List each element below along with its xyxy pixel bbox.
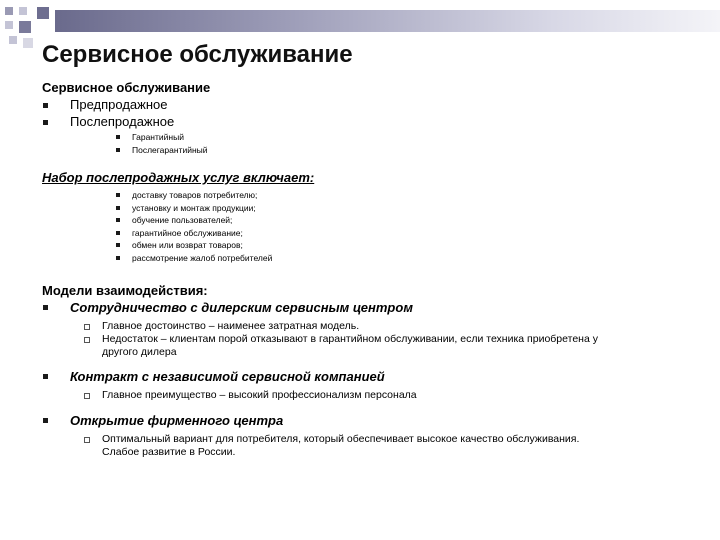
list-item: Гарантийный (42, 131, 712, 144)
list-item: установку и монтаж продукции; (42, 202, 712, 215)
square-bullet-icon (116, 243, 120, 247)
square-bullet-icon (116, 231, 120, 235)
list-item: обучение пользователей; (42, 214, 712, 227)
square-bullet-icon (116, 218, 120, 222)
square-bullet-icon (43, 418, 48, 423)
square-bullet-icon (116, 148, 120, 152)
title-bar-gradient (55, 10, 720, 32)
services-heading: Набор послепродажных услуг включает: (42, 170, 315, 185)
page-title: Сервисное обслуживание (42, 41, 353, 68)
slide-content (42, 80, 712, 459)
list-item: Главное преимущество – высокий профессионализм персонала (42, 389, 712, 402)
list-item: Недостаток – клиентам порой отказывают в гарантийном обслуживании, если техника приобретена у (42, 333, 712, 346)
corner-square (5, 7, 13, 15)
corner-square (19, 21, 31, 33)
square-bullet-icon (116, 193, 120, 197)
checkbox-bullet-icon (84, 393, 90, 399)
square-bullet-icon (43, 305, 48, 310)
checkbox-bullet-icon (84, 324, 90, 330)
list-item: Предпродажное (42, 97, 712, 114)
corner-square (19, 7, 27, 15)
model-item: Открытие фирменного центра (42, 413, 712, 433)
list-item-continuation: Слабое развитие в России. (102, 446, 236, 458)
square-bullet-icon (43, 103, 48, 108)
list-item: Главное достоинство – наименее затратная модель. (42, 320, 712, 333)
model-item: Сотрудничество с дилерским сервисным центром (42, 300, 712, 320)
square-bullet-icon (43, 120, 48, 125)
list-item: обмен или возврат товаров; (42, 239, 712, 252)
corner-square (37, 7, 49, 19)
square-bullet-icon (116, 256, 120, 260)
model-item: Контракт с независимой сервисной компанией (42, 369, 712, 389)
list-item: рассмотрение жалоб потребителей (42, 252, 712, 265)
checkbox-bullet-icon (84, 337, 90, 343)
square-bullet-icon (116, 206, 120, 210)
list-item: Послегарантийный (42, 144, 712, 157)
corner-square (5, 21, 13, 29)
list-item: Оптимальный вариант для потребителя, который обеспечивает высокое качество обслуживания. (42, 433, 712, 446)
corner-square (9, 36, 17, 44)
checkbox-bullet-icon (84, 437, 90, 443)
list-item: Послепродажное (42, 114, 712, 131)
list-item: гарантийное обслуживание; (42, 227, 712, 240)
models-heading: Модели взаимодействия: (42, 283, 208, 298)
list-item-continuation: другого дилера (102, 346, 177, 358)
corner-square (23, 38, 33, 48)
list-item: доставку товаров потребителю; (42, 189, 712, 202)
square-bullet-icon (43, 374, 48, 379)
section-heading: Сервисное обслуживание (42, 80, 211, 95)
square-bullet-icon (116, 135, 120, 139)
